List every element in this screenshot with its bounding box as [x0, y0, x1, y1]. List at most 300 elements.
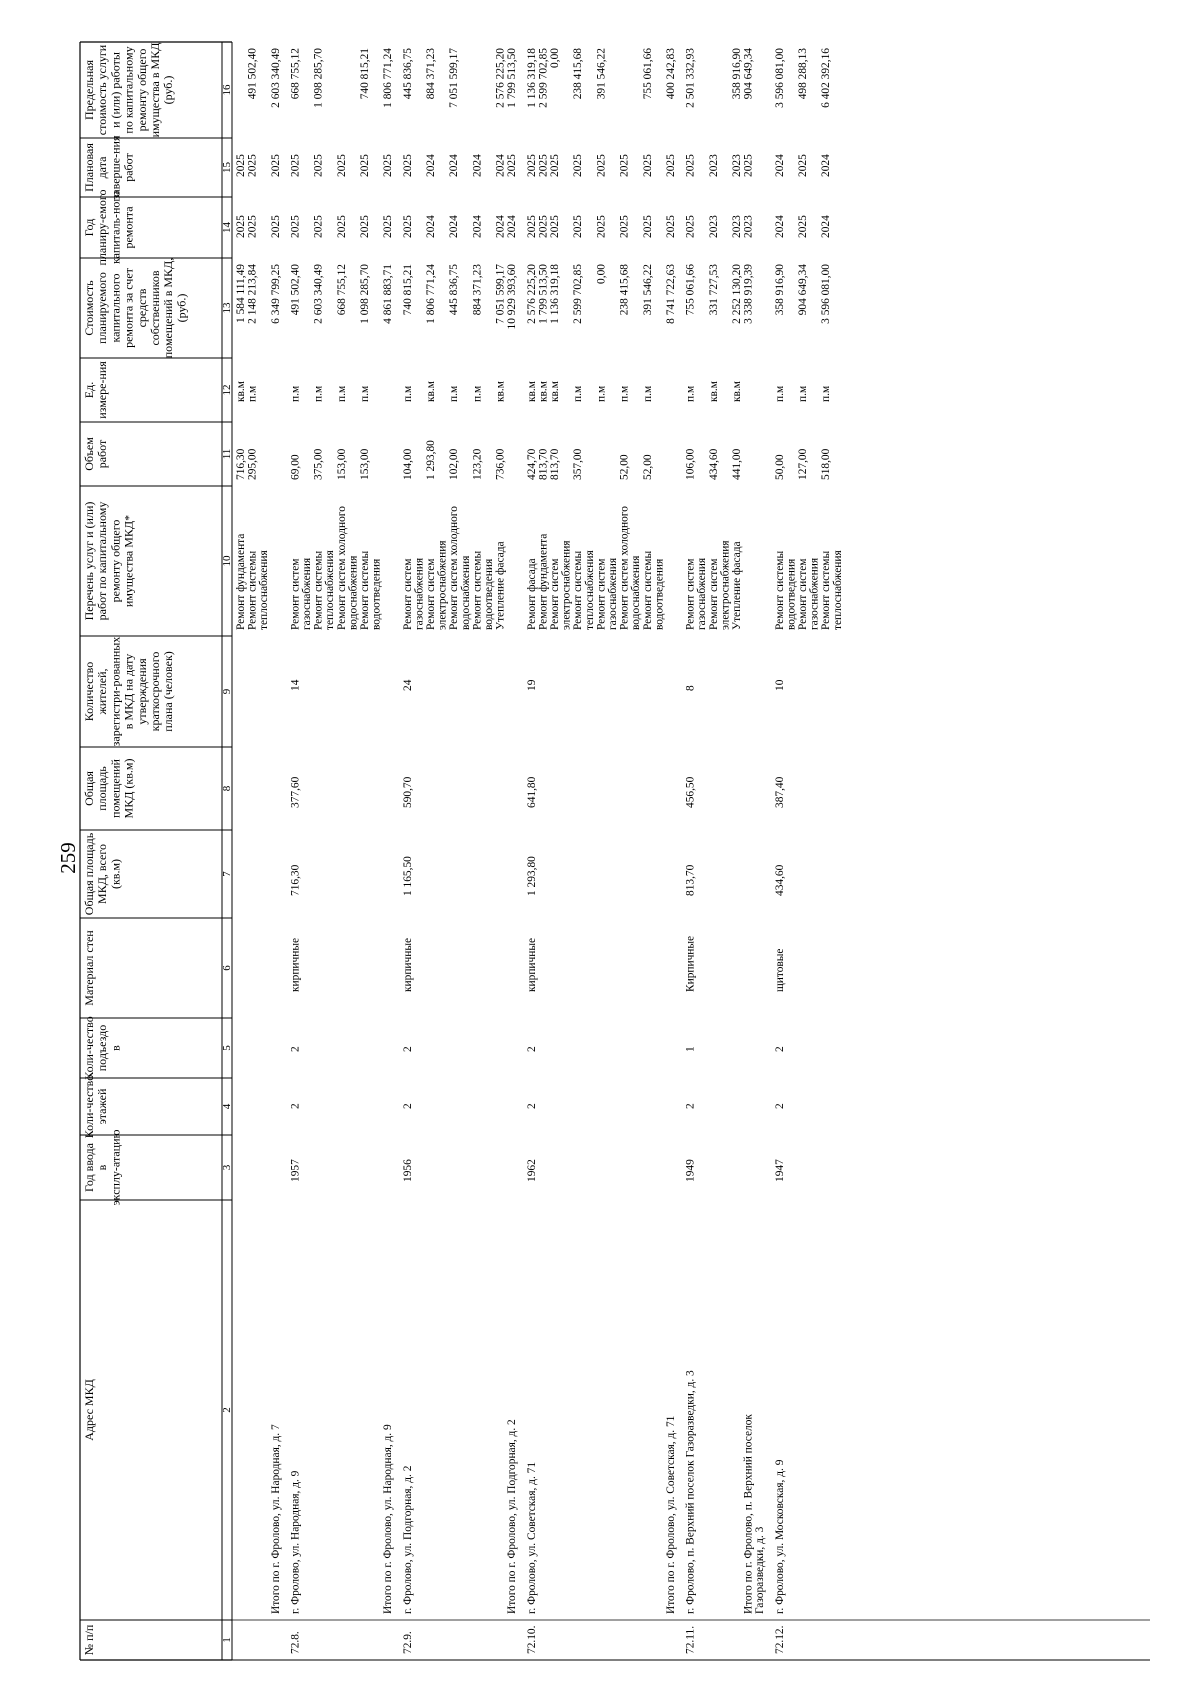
repair-year-cell: 2025	[665, 215, 677, 238]
planned-cost-cell: 1 799 513,50	[537, 264, 550, 324]
column-number-7: 7	[221, 871, 233, 877]
column-header-11: работ	[95, 439, 110, 469]
column-header-3: в	[95, 1164, 110, 1171]
planned-cost-cell: 1 806 771,24	[425, 264, 437, 324]
work-volume-cell: 813,70	[549, 448, 561, 480]
column-header-7: МКД, всего	[95, 844, 110, 904]
limit-cost-cell: 1 098 285,70	[312, 48, 325, 108]
completion-date-cell: 2025	[401, 154, 414, 177]
work-volume-cell: 357,00	[572, 448, 585, 480]
repair-year-cell: 2023	[742, 215, 755, 238]
planned-cost-cell: 3 338 919,39	[742, 264, 755, 324]
completion-date-cell: 2025	[335, 154, 348, 177]
limit-cost-cell: 3 596 081,00	[773, 48, 786, 108]
column-header-13: (руб.)	[174, 293, 189, 323]
column-number-15: 15	[221, 162, 233, 173]
column-number-16: 16	[221, 84, 233, 96]
work-type-cell: электроснабжения	[719, 540, 732, 630]
work-type-cell: электроснабжения	[436, 540, 449, 630]
unit-cell: п.м	[820, 385, 833, 402]
unit-cell: п.м	[773, 385, 786, 402]
planned-cost-cell: 8 741 722,63	[665, 264, 677, 324]
limit-cost-cell: 1 806 771,24	[382, 48, 395, 108]
work-volume-cell: 1 293,80	[425, 440, 437, 480]
repair-year-cell: 2025	[289, 215, 302, 238]
repair-year-cell: 2025	[312, 215, 325, 238]
wall-material-cell: Кирпичные	[684, 935, 697, 992]
unit-cell: кв.м	[235, 381, 247, 402]
column-header-9: Количество	[82, 661, 96, 722]
work-type-cell: Ремонт систем	[289, 558, 302, 630]
column-header-14: планиру-емого	[95, 189, 110, 266]
completion-date-cell: 2025	[525, 154, 538, 177]
column-header-14: капиталь-ного	[108, 191, 123, 264]
column-number-13: 13	[221, 302, 233, 314]
planned-cost-cell: 391 546,22	[641, 264, 654, 316]
planned-cost-cell: 1 584 111,49	[235, 264, 247, 323]
work-type-cell: Ремонт фасада	[525, 558, 538, 630]
repair-year-cell: 2025	[595, 215, 608, 238]
limit-cost-cell: 445 836,75	[401, 48, 414, 100]
work-type-cell: водоотведения	[785, 558, 798, 630]
row-number: 72.10.	[525, 1625, 538, 1654]
work-type-cell: электроснабжения	[560, 540, 573, 630]
repair-year-cell: 2023	[731, 215, 743, 238]
work-volume-cell: 716,30	[235, 448, 247, 480]
work-type-cell: газоснабжения	[607, 557, 619, 630]
floors-cell: 2	[525, 1103, 538, 1109]
planned-cost-cell: 491 502,40	[289, 264, 302, 316]
work-type-cell: Ремонт системы	[359, 550, 371, 630]
repair-year-cell: 2024	[506, 215, 519, 238]
unit-cell: п.м	[401, 385, 414, 402]
floors-cell: 2	[684, 1103, 697, 1109]
repair-year-cell: 2025	[525, 215, 538, 238]
column-number-8: 8	[221, 785, 233, 792]
repair-year-cell: 2025	[269, 215, 282, 238]
limit-cost-cell: 358 916,90	[731, 48, 743, 100]
premises-area-cell: 641,80	[525, 776, 538, 808]
address-cell: г. Фролово, ул. Советская, д. 71	[525, 1461, 538, 1614]
address-cell: г. Фролово, ул. Московская, д. 9	[773, 1459, 786, 1614]
column-header-9: зарегистри-рованных	[108, 636, 123, 747]
planned-cost-cell: 2 576 225,20	[525, 264, 538, 324]
planned-cost-cell: 10 929 393,60	[506, 264, 519, 330]
work-type-cell: газоснабжения	[808, 557, 821, 630]
address-cell: Итого по г. Фролово, ул. Народная, д. 9	[382, 1424, 395, 1614]
column-header-9: краткосрочного	[148, 651, 162, 732]
residents-cell: 24	[401, 679, 414, 691]
page-number: 259	[56, 842, 80, 874]
row-number: 72.11.	[684, 1625, 697, 1654]
completion-date-cell: 2025	[235, 154, 247, 177]
repair-year-cell: 2024	[471, 215, 484, 238]
total-area-cell: 1 165,50	[401, 856, 414, 896]
work-type-cell: Ремонт системы	[572, 550, 585, 630]
column-header-14: Год	[82, 218, 96, 237]
residents-cell: 10	[773, 679, 786, 691]
completion-date-cell: 2025	[797, 154, 809, 177]
floors-cell: 2	[401, 1103, 414, 1109]
entrances-cell: 2	[401, 1046, 414, 1052]
planned-cost-cell: 884 371,23	[471, 264, 484, 316]
work-volume-cell: 441,00	[731, 448, 743, 480]
completion-date-cell: 2025	[359, 154, 371, 177]
work-type-cell: Утепление фасада	[731, 541, 743, 630]
repair-year-cell: 2024	[773, 215, 786, 238]
completion-date-cell: 2025	[742, 154, 755, 177]
work-type-cell: Ремонт системы	[820, 550, 833, 630]
column-header-10: работ по капитальному	[95, 501, 110, 621]
planned-cost-cell: 7 051 599,17	[494, 264, 507, 324]
completion-date-cell: 2025	[595, 154, 608, 177]
planned-cost-cell: 6 349 799,25	[269, 264, 282, 324]
completion-date-cell: 2024	[494, 154, 507, 177]
completion-date-cell: 2024	[425, 154, 437, 177]
limit-cost-cell: 400 242,83	[665, 48, 677, 100]
work-type-cell: Ремонт систем	[797, 558, 809, 630]
column-header-13: капитального	[108, 273, 123, 343]
unit-cell: п.м	[289, 385, 302, 402]
unit-cell: п.м	[335, 385, 348, 402]
floors-cell: 2	[289, 1103, 302, 1109]
column-number-10: 10	[221, 555, 233, 567]
completion-date-cell: 2025	[382, 154, 395, 177]
entrances-cell: 2	[289, 1046, 302, 1052]
floors-cell: 2	[773, 1103, 786, 1109]
work-type-cell: Ремонт систем	[595, 558, 608, 630]
work-type-cell: Ремонт систем	[684, 558, 697, 630]
completion-date-cell: 2024	[773, 154, 786, 177]
limit-cost-cell: 2 501 332,93	[684, 48, 697, 108]
column-header-9: плана (человек)	[161, 651, 176, 732]
completion-date-cell: 2025	[549, 154, 561, 177]
completion-date-cell: 2024	[471, 154, 484, 177]
repair-year-cell: 2025	[797, 215, 809, 238]
completion-date-cell: 2025	[665, 154, 677, 177]
work-volume-cell: 434,60	[707, 448, 720, 480]
planned-cost-cell: 1 136 319,18	[549, 264, 561, 324]
column-header-16: по капитальному	[121, 46, 136, 134]
repair-year-cell: 2025	[549, 215, 561, 238]
planned-cost-cell: 445 836,75	[448, 264, 461, 316]
address-cell: г. Фролово, ул. Народная, д. 9	[289, 1470, 302, 1614]
column-header-10: имущества МКД*	[121, 514, 136, 608]
unit-cell: кв.м	[549, 381, 561, 402]
unit-cell: п.м	[618, 385, 631, 402]
unit-cell: кв.м	[494, 381, 507, 402]
wall-material-cell: щитовые	[773, 948, 786, 992]
completion-date-cell: 2025	[684, 154, 697, 177]
planned-cost-cell: 238 415,68	[618, 264, 631, 316]
column-number-9: 9	[221, 688, 233, 695]
completion-date-cell: 2025	[246, 154, 259, 177]
column-header-5: Коли-чество	[82, 1016, 96, 1080]
column-number-3: 3	[221, 1164, 233, 1171]
column-header-9: в МКД на дату	[121, 653, 136, 730]
completion-date-cell: 2025	[506, 154, 519, 177]
limit-cost-cell: 668 755,12	[289, 48, 302, 100]
column-number-11: 11	[221, 448, 233, 460]
column-header-4: этажей	[95, 1088, 110, 1125]
unit-cell: п.м	[312, 385, 325, 402]
row-number: 72.12.	[773, 1625, 786, 1654]
column-header-13: планируемого	[95, 272, 110, 344]
completion-date-cell: 2025	[641, 154, 654, 177]
repair-year-cell: 2024	[820, 215, 833, 238]
work-volume-cell: 123,20	[471, 448, 484, 480]
row-number: 72.8.	[289, 1631, 302, 1654]
completion-date-cell: 2025	[269, 154, 282, 177]
column-header-5: подъездо	[95, 1024, 110, 1072]
work-type-cell: Ремонт систем	[549, 558, 561, 630]
repair-year-cell: 2025	[382, 215, 395, 238]
planned-cost-cell: 2 603 340,49	[312, 264, 325, 324]
column-header-6: Материал стен	[82, 930, 96, 1006]
build-year-cell: 1956	[401, 1159, 414, 1182]
work-type-cell: газоснабжения	[696, 557, 709, 630]
repair-year-cell: 2024	[448, 215, 461, 238]
work-volume-cell: 424,70	[525, 448, 538, 480]
column-number-6: 6	[221, 965, 233, 971]
column-header-10: ремонту общего	[108, 519, 123, 603]
planned-cost-cell: 2 599 702,85	[572, 264, 585, 324]
work-type-cell: Ремонт систем холодного	[448, 506, 461, 630]
column-header-15: работ	[121, 153, 136, 182]
planned-cost-cell: 2 252 130,20	[731, 264, 743, 324]
repair-year-cell: 2025	[401, 215, 414, 238]
repair-year-cell: 2025	[235, 215, 247, 238]
column-number-5: 5	[221, 1045, 233, 1051]
entrances-cell: 2	[525, 1046, 538, 1052]
build-year-cell: 1962	[525, 1159, 538, 1182]
completion-date-cell: 2023	[707, 154, 720, 177]
work-type-cell: теплоснабжения	[324, 550, 337, 630]
limit-cost-cell: 1 136 319,18	[525, 48, 538, 108]
repair-year-cell: 2025	[335, 215, 348, 238]
limit-cost-cell: 2 576 225,20	[494, 48, 507, 108]
planned-cost-cell: 331 727,53	[707, 264, 720, 316]
total-area-cell: 813,70	[684, 864, 697, 896]
work-type-cell: газоснабжения	[413, 557, 426, 630]
unit-cell: п.м	[359, 385, 371, 402]
planned-cost-cell: 1 098 285,70	[359, 264, 371, 324]
work-volume-cell: 153,00	[335, 448, 348, 480]
column-header-13: собственников	[148, 270, 162, 346]
work-type-cell: Ремонт системы	[773, 550, 786, 630]
repair-year-cell: 2025	[246, 215, 259, 238]
row-number: 72.9.	[401, 1631, 414, 1654]
column-number-1: 1	[221, 1637, 233, 1643]
column-header-4: Коли-чество	[82, 1074, 96, 1139]
column-header-8: МКД (кв.м)	[121, 758, 136, 819]
column-number-4: 4	[221, 1103, 233, 1110]
address-cell: г. Фролово, ул. Подгорная, д. 2	[401, 1465, 414, 1614]
premises-area-cell: 387,40	[773, 776, 786, 808]
column-header-16: (руб.)	[161, 75, 176, 105]
limit-cost-cell: 391 546,22	[595, 48, 608, 100]
work-type-cell: Ремонт системы	[246, 550, 259, 630]
unit-cell: п.м	[684, 385, 697, 402]
wall-material-cell: кирпичные	[525, 937, 538, 992]
column-header-16: имущества в МКД	[148, 42, 162, 138]
work-type-cell: Ремонт систем	[707, 558, 720, 630]
address-cell: Газоразведки, д. 3	[754, 1526, 767, 1614]
work-volume-cell: 69,00	[289, 454, 302, 480]
work-volume-cell: 102,00	[448, 448, 461, 480]
limit-cost-cell: 498 288,13	[797, 48, 809, 100]
work-type-cell: Ремонт систем холодного	[335, 506, 348, 630]
work-type-cell: теплоснабжения	[831, 550, 844, 630]
residents-cell: 14	[289, 679, 302, 691]
column-header-9: жителей,	[95, 668, 110, 715]
column-header-16: и (или) работы	[108, 52, 123, 128]
limit-cost-cell: 1 799 513,50	[506, 48, 519, 108]
limit-cost-cell: 2 603 340,49	[269, 48, 282, 108]
limit-cost-cell: 238 415,68	[572, 48, 585, 100]
planned-cost-cell: 358 916,90	[773, 264, 786, 316]
work-volume-cell: 127,00	[797, 448, 809, 480]
column-header-11: Объем	[82, 437, 96, 471]
limit-cost-cell: 7 051 599,17	[448, 48, 461, 108]
column-header-5: в	[108, 1045, 123, 1051]
work-volume-cell: 736,00	[494, 448, 507, 480]
work-type-cell: Ремонт систем холодного	[618, 506, 631, 630]
unit-cell: п.м	[572, 385, 585, 402]
work-type-cell: теплоснабжения	[258, 550, 271, 630]
column-number-14: 14	[221, 222, 233, 233]
repair-year-cell: 2023	[707, 215, 720, 238]
planned-cost-cell: 740 815,21	[401, 264, 414, 316]
unit-cell: п.м	[471, 385, 484, 402]
work-volume-cell: 518,00	[820, 448, 833, 480]
column-header-13: Стоимость	[82, 280, 96, 336]
wall-material-cell: кирпичные	[401, 937, 414, 992]
limit-cost-cell: 491 502,40	[246, 48, 259, 100]
repair-year-cell: 2025	[572, 215, 585, 238]
address-cell: Итого по г. Фролово, п. Верхний поселок	[742, 1414, 755, 1614]
work-type-cell: Ремонт систем	[425, 558, 437, 630]
completion-date-cell: 2023	[731, 154, 743, 177]
total-area-cell: 1 293,80	[525, 856, 538, 896]
work-type-cell: Ремонт системы	[312, 550, 325, 630]
premises-area-cell: 456,50	[684, 776, 697, 808]
residents-cell: 19	[525, 679, 538, 691]
entrances-cell: 2	[773, 1046, 786, 1052]
column-header-9: утверждения	[134, 658, 149, 725]
column-header-16: Предельная	[82, 60, 96, 120]
work-volume-cell: 50,00	[773, 454, 786, 480]
completion-date-cell: 2025	[289, 154, 302, 177]
premises-area-cell: 590,70	[401, 776, 414, 808]
work-type-cell: водоотведения	[483, 558, 495, 630]
column-header-15: Плановая	[82, 143, 96, 192]
planned-cost-cell: 668 755,12	[335, 264, 348, 316]
work-volume-cell: 295,00	[246, 448, 259, 480]
repair-year-cell: 2025	[359, 215, 371, 238]
unit-cell: п.м	[595, 385, 608, 402]
limit-cost-cell: 740 815,21	[359, 48, 371, 100]
column-header-13: помещений в МКД,	[161, 257, 176, 359]
column-header-16: стоимость услуги	[95, 44, 110, 136]
column-header-2: Адрес МКД	[82, 1379, 96, 1441]
work-volume-cell: 52,00	[618, 454, 631, 480]
column-header-13: средств	[134, 288, 149, 328]
column-header-8: помещений	[108, 759, 123, 818]
column-header-10: Перечень услуг и (или)	[82, 501, 96, 621]
address-cell: г. Фролово, п. Верхний поселок Газоразведки, д. 3	[684, 1370, 697, 1614]
unit-cell: п.м	[246, 385, 259, 402]
column-header-3: Год ввода	[82, 1143, 96, 1192]
work-type-cell: Ремонт систем	[401, 558, 414, 630]
work-volume-cell: 153,00	[359, 448, 371, 480]
work-type-cell: Ремонт фундамента	[537, 533, 550, 630]
repair-year-cell: 2025	[684, 215, 697, 238]
total-area-cell: 716,30	[289, 864, 302, 896]
work-type-cell: теплоснабжения	[583, 550, 596, 630]
column-header-1: № п/п	[82, 1624, 96, 1656]
completion-date-cell: 2025	[312, 154, 325, 177]
planned-cost-cell: 904 649,34	[797, 264, 809, 316]
address-cell: Итого по г. Фролово, ул. Советская, д. 71	[665, 1415, 677, 1614]
column-header-12: Ед.	[82, 381, 96, 399]
work-type-cell: водоснабжения	[347, 555, 360, 630]
work-type-cell: Ремонт системы	[641, 550, 654, 630]
build-year-cell: 1957	[289, 1159, 302, 1182]
premises-area-cell: 377,60	[289, 776, 302, 808]
column-header-3: эксплу-атацию	[108, 1129, 123, 1206]
work-type-cell: водоснабжения	[459, 555, 472, 630]
work-type-cell: Ремонт системы	[471, 550, 484, 630]
column-number-2: 2	[221, 1407, 233, 1413]
limit-cost-cell: 884 371,23	[425, 48, 437, 100]
completion-date-cell: 2025	[618, 154, 631, 177]
work-volume-cell: 813,70	[537, 448, 550, 480]
planned-cost-cell: 3 596 081,00	[820, 264, 833, 324]
unit-cell: кв.м	[525, 381, 538, 402]
work-type-cell: Утепление фасада	[494, 541, 507, 630]
unit-cell: п.м	[448, 385, 461, 402]
column-header-7: Общая площадь	[82, 832, 96, 916]
address-cell: Итого по г. Фролово, ул. Подгорная, д. 2	[506, 1419, 519, 1614]
repair-year-cell: 2025	[618, 215, 631, 238]
unit-cell: кв.м	[707, 381, 720, 402]
column-header-13: ремонта за счет	[121, 268, 136, 348]
planned-cost-cell: 4 861 883,71	[382, 264, 395, 324]
unit-cell: п.м	[641, 385, 654, 402]
completion-date-cell: 2025	[572, 154, 585, 177]
completion-date-cell: 2025	[537, 154, 550, 177]
work-volume-cell: 106,00	[684, 448, 697, 480]
work-volume-cell: 52,00	[641, 454, 654, 480]
repair-year-cell: 2024	[425, 215, 437, 238]
unit-cell: кв.м	[425, 381, 437, 402]
work-volume-cell: 104,00	[401, 448, 414, 480]
column-header-8: Общая	[82, 771, 96, 806]
work-type-cell: водоотведения	[653, 558, 666, 630]
column-header-15: заверше-ния	[108, 135, 123, 200]
build-year-cell: 1949	[684, 1159, 697, 1182]
repair-year-cell: 2025	[641, 215, 654, 238]
entrances-cell: 1	[684, 1046, 697, 1052]
wall-material-cell: кирпичные	[289, 937, 302, 992]
column-header-15: дата	[95, 156, 110, 179]
address-cell: Итого по г. Фролово, ул. Народная, д. 7	[269, 1424, 282, 1614]
limit-cost-cell: 2 599 702,85	[537, 48, 550, 108]
column-number-12: 12	[221, 384, 233, 396]
residents-cell: 8	[684, 685, 697, 691]
work-type-cell: водоотведения	[370, 558, 383, 630]
